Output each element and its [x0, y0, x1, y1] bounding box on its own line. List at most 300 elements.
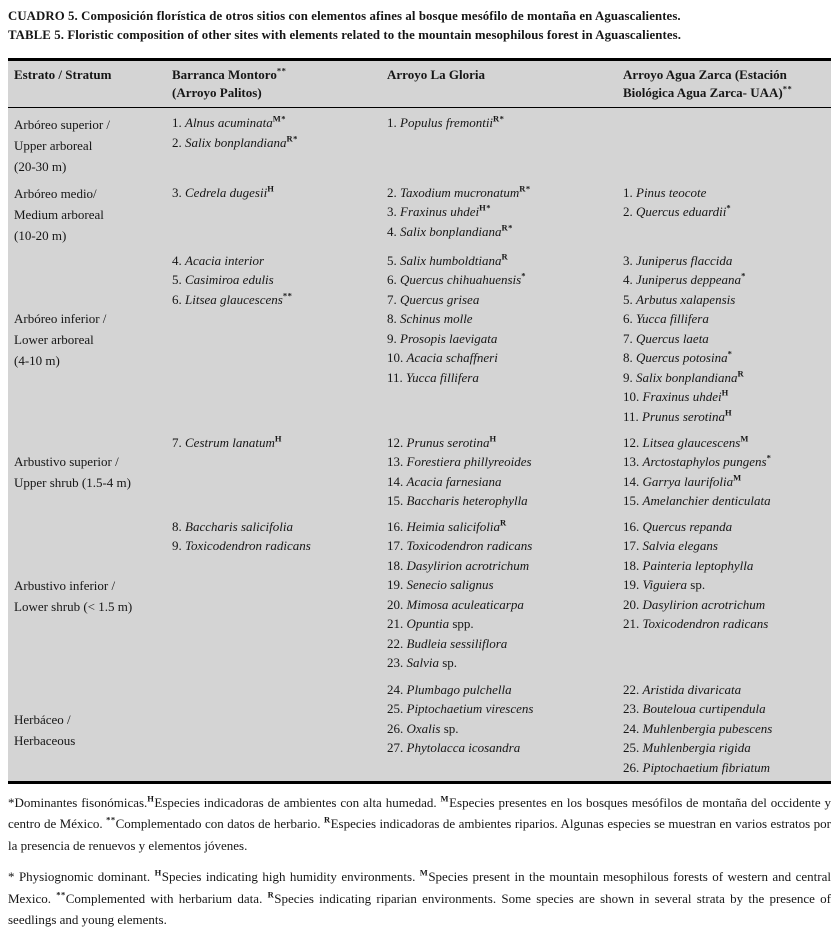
- species-entry: [387, 614, 615, 634]
- species-name: Acacia schaffneri: [406, 350, 498, 365]
- species-number: 4.: [172, 252, 182, 268]
- species-number: 9.: [172, 538, 182, 553]
- species-number: 7.: [172, 434, 182, 450]
- species-number: 15.: [623, 493, 640, 508]
- species-number: 25.: [623, 740, 640, 755]
- species-entry: [623, 251, 829, 271]
- species-superscript: H: [267, 183, 275, 194]
- species-name: Quercus grisea: [400, 291, 480, 307]
- species-superscript: *: [726, 202, 732, 213]
- column-header-line: [172, 84, 379, 102]
- species-superscript: R*: [501, 222, 513, 233]
- species-superscript: R*: [286, 133, 298, 144]
- footnote-superscript: H: [147, 793, 155, 804]
- stratum-label-line: Herbáceo /: [14, 712, 71, 727]
- species-list-cell: [381, 512, 617, 675]
- species-number: 19.: [623, 577, 640, 592]
- footnote-spanish: [8, 792, 831, 857]
- species-list-cell: [617, 428, 831, 512]
- species-name: Muhlenbergia rigida: [642, 740, 751, 755]
- stratum-label-line: (4-10 m): [14, 352, 60, 368]
- species-entry: [387, 517, 615, 537]
- species-entry: [387, 183, 615, 203]
- species-name: Salix bonplandiana: [400, 223, 502, 239]
- species-entry: [172, 433, 379, 453]
- stratum-label-cell: [8, 108, 166, 178]
- species-number: 23.: [387, 655, 404, 670]
- species-name: Fraxinus uhdei: [400, 204, 480, 219]
- column-header-superscript: **: [276, 65, 287, 76]
- species-entry: [623, 433, 829, 453]
- footnote-text: *Dominantes fisonómicas.: [8, 794, 148, 810]
- species-number: 24.: [387, 681, 404, 697]
- species-name: Toxicodendron radicans: [642, 616, 769, 631]
- species-name: Salix bonplandiana: [636, 369, 738, 385]
- species-entry: [387, 556, 615, 576]
- species-entry: [623, 556, 829, 576]
- stratum-label-line: Upper shrub (1.5-4 m): [14, 475, 131, 490]
- species-number: 15.: [387, 493, 404, 508]
- species-number: 2.: [387, 184, 397, 200]
- species-entry: [623, 270, 829, 290]
- species-name: Mimosa aculeaticarpa: [406, 596, 524, 612]
- species-number: 3.: [623, 252, 633, 268]
- species-number: 9.: [623, 369, 633, 385]
- species-name: Litsea glaucescens: [642, 434, 741, 450]
- species-superscript: R*: [493, 113, 505, 124]
- species-number: 9.: [387, 330, 397, 346]
- species-name: Quercus chihuahuensis: [400, 272, 522, 287]
- species-number: 1.: [172, 115, 182, 130]
- species-superscript: R: [500, 517, 507, 528]
- species-number: 7.: [387, 291, 397, 307]
- species-number: 17.: [623, 538, 640, 553]
- species-number: 1.: [387, 115, 397, 130]
- species-name: Toxicodendron radicans: [185, 538, 311, 553]
- species-entry: [623, 329, 829, 349]
- species-entry: [387, 472, 615, 492]
- species-number: 4.: [623, 272, 633, 287]
- column-header-text: Arroyo La Gloria: [387, 67, 485, 82]
- species-superscript: R: [737, 368, 745, 379]
- species-name: Arctostaphylos pungens: [642, 454, 767, 469]
- species-name: Quercus repanda: [642, 518, 733, 534]
- species-number: 8.: [623, 350, 633, 365]
- species-entry: [387, 575, 615, 595]
- species-number: 4.: [387, 223, 397, 239]
- stratum-label-cell: [8, 178, 166, 246]
- species-number: 6.: [172, 291, 182, 307]
- species-number: 20.: [387, 596, 404, 612]
- table-caption: [8, 7, 831, 45]
- column-header: [8, 61, 166, 108]
- species-name: Phytolacca icosandra: [406, 740, 521, 755]
- species-list-cell: [617, 675, 831, 781]
- species-superscript: *: [521, 270, 526, 281]
- species-name: Prunus serotina: [642, 408, 725, 424]
- species-entry: [387, 309, 615, 329]
- species-name: Prosopis laevigata: [400, 330, 498, 346]
- footnote-text: Complementado con datos de herbario.: [115, 816, 324, 831]
- footnote-superscript: R: [323, 814, 331, 825]
- species-list-cell: [617, 512, 831, 675]
- species-entry: [623, 680, 829, 700]
- stratum-label-line: (20-30 m): [14, 158, 67, 174]
- species-entry: [172, 113, 379, 133]
- species-entry: [172, 517, 379, 537]
- species-name: Baccharis heterophylla: [406, 493, 528, 508]
- species-superscript: H: [721, 387, 729, 398]
- species-epithet-abbrev: sp.: [440, 720, 459, 736]
- species-entry: [623, 491, 829, 511]
- species-name: Baccharis salicifolia: [185, 518, 293, 534]
- species-name: Quercus eduardii: [636, 204, 727, 219]
- stratum-label-line: Arbustivo superior /: [14, 454, 119, 469]
- species-name: Forestiera phillyreoides: [406, 454, 532, 469]
- stratum-label-cell: [8, 428, 166, 512]
- species-name: Salvia elegans: [642, 538, 718, 553]
- species-number: 5.: [623, 291, 633, 307]
- species-name: Salvia: [406, 655, 439, 670]
- species-entry: [387, 491, 615, 511]
- species-list-cell: [381, 246, 617, 428]
- species-name: Prunus serotina: [406, 434, 490, 450]
- species-list-cell: [617, 108, 831, 178]
- species-number: 23.: [623, 701, 640, 716]
- species-number: 12.: [387, 434, 404, 450]
- species-list-cell: [166, 246, 381, 428]
- species-number: 6.: [387, 272, 397, 287]
- stratum-row: [8, 246, 831, 428]
- species-name: Acacia interior: [185, 252, 265, 268]
- column-header: [166, 61, 381, 108]
- column-header-line: [387, 66, 615, 84]
- species-superscript: *: [766, 452, 772, 463]
- species-name: Toxicodendron radicans: [406, 538, 533, 553]
- species-number: 16.: [623, 518, 640, 534]
- table-header: [8, 61, 831, 108]
- species-superscript: *: [727, 348, 733, 359]
- species-number: 2.: [623, 204, 633, 219]
- stratum-row: [8, 675, 831, 781]
- footnote-superscript: M: [419, 867, 429, 878]
- species-superscript: M: [740, 433, 749, 444]
- species-superscript: R: [501, 251, 509, 262]
- species-entry: [623, 536, 829, 556]
- species-superscript: H*: [479, 202, 491, 213]
- species-number: 27.: [387, 740, 404, 755]
- caption-spanish: CUADRO 5. Composición florística de otros sitios con elementos afines al bosque mesófilo de montaña en Aguascalientes.: [8, 9, 681, 23]
- species-name: Budleia sessiliflora: [406, 635, 508, 651]
- species-number: 17.: [387, 538, 404, 553]
- column-header-line: [623, 84, 829, 102]
- stratum-label-cell: [8, 675, 166, 781]
- species-superscript: H: [489, 433, 497, 444]
- stratum-row: [8, 108, 831, 178]
- species-list-cell: [166, 675, 381, 781]
- species-name: Amelanchier denticulata: [642, 493, 771, 508]
- species-list-cell: [381, 428, 617, 512]
- species-entry: [387, 202, 615, 222]
- species-name: Heimia salicifolia: [406, 518, 501, 534]
- species-number: 8.: [172, 518, 182, 534]
- species-number: 12.: [623, 434, 640, 450]
- floristic-table: [8, 61, 831, 781]
- column-header-text: Estrato / Stratum: [14, 67, 112, 82]
- species-name: Arbutus xalapensis: [636, 291, 736, 307]
- species-entry: [623, 595, 829, 615]
- species-number: 11.: [623, 408, 639, 424]
- species-name: Muhlenbergia pubescens: [642, 720, 773, 736]
- species-list-cell: [166, 178, 381, 246]
- species-entry: [172, 133, 379, 153]
- stratum-label-line: Arbóreo superior /: [14, 116, 111, 132]
- species-list-cell: [166, 512, 381, 675]
- species-number: 19.: [387, 577, 404, 592]
- footnote-superscript: H: [154, 867, 162, 878]
- stratum-label-line: Medium arboreal: [14, 206, 104, 222]
- species-entry: [387, 348, 615, 368]
- species-number: 22.: [623, 681, 640, 697]
- species-entry: [623, 699, 829, 719]
- species-entry: [387, 595, 615, 615]
- species-number: 3.: [172, 184, 182, 200]
- species-number: 3.: [387, 204, 397, 219]
- stratum-label-line: Arbóreo inferior /: [14, 310, 107, 326]
- species-entry: [623, 758, 829, 778]
- column-header: [617, 61, 831, 108]
- species-entry: [387, 680, 615, 700]
- species-entry: [623, 472, 829, 492]
- species-entry: [387, 368, 615, 388]
- column-header-text: Barranca Montoro: [172, 67, 277, 82]
- species-number: 21.: [623, 616, 640, 631]
- species-name: Quercus laeta: [636, 330, 709, 346]
- species-entry: [623, 348, 829, 368]
- species-entry: [387, 270, 615, 290]
- species-list-cell: [617, 246, 831, 428]
- species-number: 24.: [623, 720, 640, 736]
- stratum-row: [8, 512, 831, 675]
- species-epithet-abbrev: sp.: [439, 655, 458, 670]
- species-number: 10.: [387, 350, 404, 365]
- species-number: 13.: [387, 454, 404, 469]
- species-entry: [623, 202, 829, 222]
- species-number: 6.: [623, 311, 633, 326]
- stratum-row: [8, 178, 831, 246]
- species-list-cell: [381, 108, 617, 178]
- species-name: Dasylirion acrotrichum: [406, 557, 530, 573]
- species-entry: [623, 452, 829, 472]
- species-name: Salix bonplandiana: [185, 134, 287, 150]
- species-number: 1.: [623, 184, 633, 200]
- species-name: Piptochaetium fibriatum: [642, 759, 770, 775]
- species-superscript: M: [733, 472, 742, 483]
- species-number: 10.: [623, 389, 640, 404]
- species-entry: [387, 699, 615, 719]
- species-list-cell: [166, 428, 381, 512]
- species-entry: [623, 368, 829, 388]
- species-entry: [623, 517, 829, 537]
- species-name: Painteria leptophylla: [642, 557, 754, 573]
- species-entry: [623, 183, 829, 203]
- species-name: Piptochaetium virescens: [406, 701, 534, 716]
- stratum-label-line: Herbaceous: [14, 733, 76, 748]
- species-name: Schinus molle: [400, 311, 473, 326]
- species-name: Opuntia: [406, 616, 450, 631]
- species-name: Litsea glaucescens: [185, 291, 283, 307]
- footnote-superscript: **: [56, 889, 66, 900]
- stratum-label-cell: [8, 246, 166, 428]
- species-number: 18.: [387, 557, 404, 573]
- species-number: 14.: [623, 473, 640, 489]
- stratum-label-line: Arbustivo inferior /: [14, 577, 116, 593]
- species-number: 14.: [387, 473, 404, 489]
- species-name: Bouteloua curtipendula: [642, 701, 766, 716]
- species-entry: [623, 407, 829, 427]
- column-header-line: [623, 66, 829, 84]
- species-list-cell: [166, 108, 381, 178]
- species-entry: [623, 290, 829, 310]
- species-entry: [623, 719, 829, 739]
- species-entry: [172, 270, 379, 290]
- strata-table: [8, 58, 831, 784]
- species-epithet-abbrev: spp.: [449, 616, 474, 631]
- column-header-text: Biológica Agua Zarca- UAA): [623, 85, 783, 100]
- table-header-row: [8, 61, 831, 108]
- stratum-label-line: Arbóreo medio/: [14, 185, 97, 201]
- species-list-cell: [381, 178, 617, 246]
- column-header: [381, 61, 617, 108]
- species-number: 21.: [387, 616, 404, 631]
- species-entry: [623, 614, 829, 634]
- footnote-superscript: R: [267, 889, 275, 900]
- species-entry: [623, 738, 829, 758]
- species-number: 20.: [623, 596, 640, 612]
- species-name: Alnus acuminata: [185, 115, 273, 130]
- species-superscript: H: [724, 407, 733, 418]
- species-number: 22.: [387, 635, 404, 651]
- species-number: 11.: [387, 369, 403, 385]
- species-name: Senecio salignus: [406, 577, 494, 592]
- footnote-text: Especies indicadoras de ambientes riparios. Algunas especies se muestran en varios estratos por la presencia de renuevos y elementos jóvenes.: [8, 816, 831, 853]
- species-entry: [387, 113, 615, 133]
- species-number: 8.: [387, 311, 397, 326]
- column-header-line: [172, 66, 379, 84]
- column-header-text: Arroyo Agua Zarca (Estación: [623, 67, 787, 82]
- strata-table-body: [8, 108, 831, 781]
- column-header-line: [14, 66, 164, 84]
- species-superscript: M*: [272, 113, 287, 124]
- footnote-text: Species indicating high humidity environments.: [161, 869, 420, 884]
- species-name: Cedrela dugesii: [185, 184, 268, 200]
- species-entry: [172, 290, 379, 310]
- species-number: 5.: [387, 252, 397, 268]
- species-entry: [387, 738, 615, 758]
- species-entry: [387, 222, 615, 242]
- species-name: Yucca fillifera: [636, 311, 709, 326]
- species-entry: [623, 575, 829, 595]
- species-superscript: R*: [519, 183, 531, 194]
- species-name: Acacia farnesiana: [406, 473, 502, 489]
- species-name: Populus fremontii: [400, 115, 494, 130]
- species-superscript: H: [274, 433, 283, 444]
- footnote-text: Complemented with herbarium data.: [65, 890, 268, 906]
- species-entry: [172, 536, 379, 556]
- species-number: 5.: [172, 272, 182, 287]
- species-entry: [387, 653, 615, 673]
- species-name: Aristida divaricata: [642, 681, 742, 697]
- footnote-text: Species indicating riparian environments. Some species are shown in several strata by the presence of seedlings and young elements.: [8, 890, 832, 927]
- species-name: Salix humboldtiana: [400, 252, 502, 268]
- stratum-label-line: (10-20 m): [14, 227, 67, 243]
- species-name: Oxalis: [406, 720, 441, 736]
- species-entry: [387, 719, 615, 739]
- species-entry: [387, 433, 615, 453]
- species-number: 26.: [623, 759, 640, 775]
- stratum-label-line: Lower arboreal: [14, 331, 94, 347]
- species-entry: [387, 329, 615, 349]
- caption-english: TABLE 5. Floristic composition of other sites with elements related to the mountain mesophilous forest in Aguascalientes.: [8, 28, 682, 42]
- species-name: Casimiroa edulis: [185, 272, 274, 287]
- species-number: 13.: [623, 454, 640, 469]
- species-name: Quercus potosina: [636, 350, 728, 365]
- stratum-label-line: Lower shrub (< 1.5 m): [14, 598, 133, 614]
- species-name: Pinus teocote: [636, 184, 707, 200]
- footnote-superscript: M: [440, 793, 450, 804]
- species-entry: [387, 290, 615, 310]
- species-name: Taxodium mucronatum: [400, 184, 520, 200]
- stratum-row: [8, 428, 831, 512]
- column-header-text: (Arroyo Palitos): [172, 85, 262, 100]
- species-name: Juniperus flaccida: [636, 252, 733, 268]
- species-list-cell: [381, 675, 617, 781]
- species-entry: [623, 309, 829, 329]
- species-list-cell: [617, 178, 831, 246]
- species-epithet-abbrev: sp.: [687, 577, 706, 592]
- species-number: 7.: [623, 330, 633, 346]
- species-entry: [172, 251, 379, 271]
- stratum-label-line: Upper arboreal: [14, 137, 93, 153]
- species-name: Fraxinus uhdei: [642, 389, 722, 404]
- species-name: Dasylirion acrotrichum: [642, 596, 766, 612]
- species-superscript: **: [282, 290, 293, 301]
- stratum-label-cell: [8, 512, 166, 675]
- species-entry: [387, 452, 615, 472]
- species-entry: [387, 536, 615, 556]
- species-entry: [387, 634, 615, 654]
- species-name: Cestrum lanatum: [185, 434, 275, 450]
- species-number: 25.: [387, 701, 404, 716]
- footnote-text: * Physiognomic dominant.: [8, 869, 155, 884]
- species-entry: [623, 387, 829, 407]
- footnote-text: Especies presentes en los bosques mesófilos de montaña del occidente y centro de México.: [8, 794, 831, 831]
- species-name: Juniperus deppeana: [636, 272, 742, 287]
- species-entry: [387, 251, 615, 271]
- species-number: 26.: [387, 720, 404, 736]
- species-superscript: *: [741, 270, 746, 281]
- species-number: 2.: [172, 134, 182, 150]
- species-number: 16.: [387, 518, 404, 534]
- footnote-english: [8, 866, 831, 931]
- footnote-superscript: **: [106, 814, 116, 825]
- species-entry: [172, 183, 379, 203]
- species-name: Garrya laurifolia: [642, 473, 734, 489]
- species-number: 18.: [623, 557, 640, 573]
- species-name: Yucca fillifera: [406, 369, 479, 385]
- species-name: Viguiera: [642, 577, 688, 592]
- footnote-text: Species present in the mountain mesophilous forests of western and central Mexico.: [8, 869, 831, 906]
